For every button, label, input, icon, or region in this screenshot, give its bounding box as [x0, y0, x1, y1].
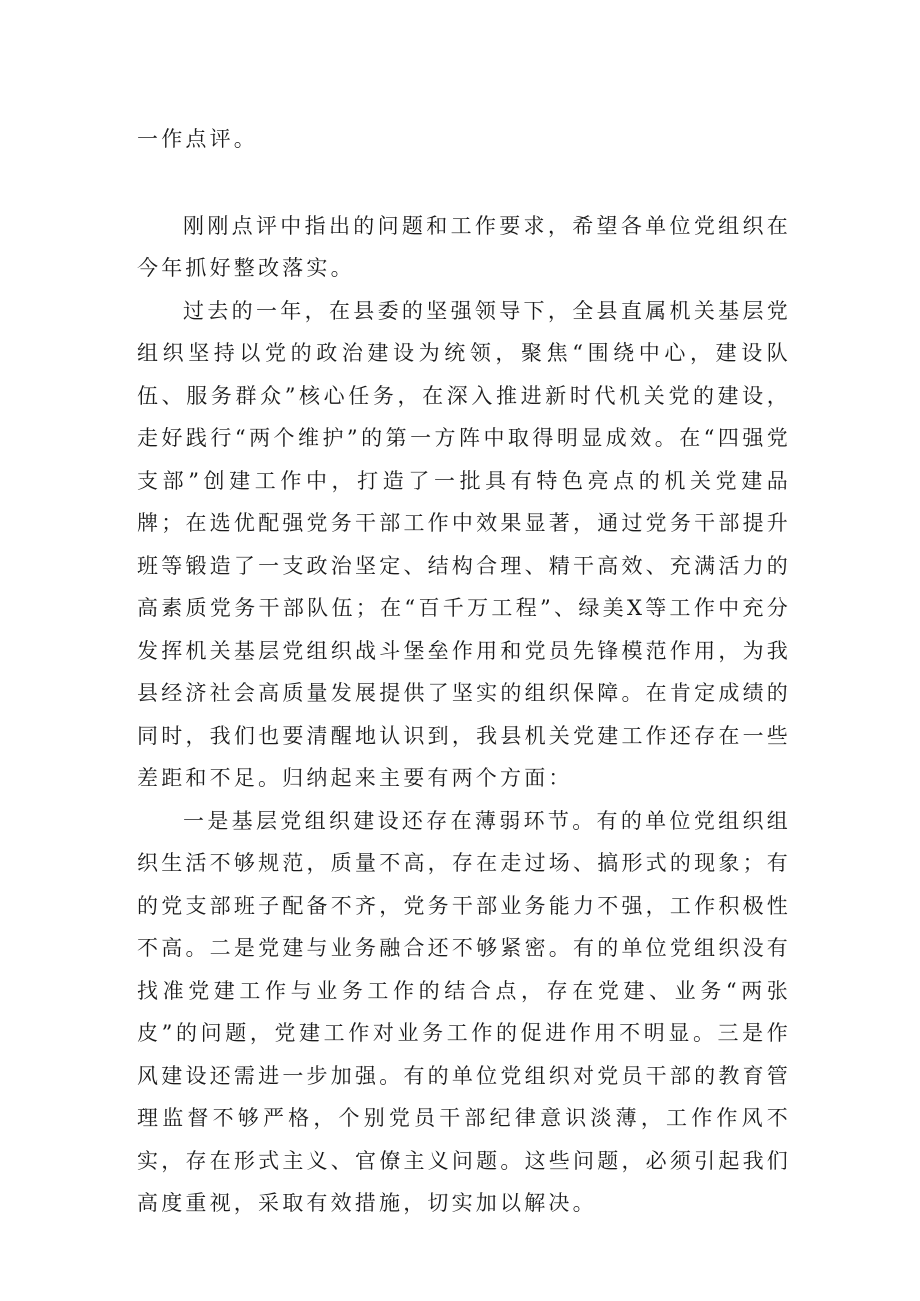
paragraph-closing-remark: 一作点评。 — [137, 127, 258, 151]
paragraph-rectification-request: 刚刚点评中指出的问题和工作要求，希望各单位党组织在今年抓好整改落实。 — [137, 213, 791, 280]
paragraph-problems: 一是基层党组织建设还存在薄弱环节。有的单位党组织组织生活不够规范，质量不高，存在走过场、搞形式的现象；有的党支部班子配备不齐，党务干部业务能力不强，工作积极性不高。二是党建与业务融合还不够紧密。有的单位党组织没有找准党建工作与业务工作的结合点，存在党建、业务“两张皮”的问题，党建工作对业务工作的促进作用不明显。三是作风建设还需进一步加强。有的单位党组织对党员干部的教育管理监督不够严格，个别党员干部纪律意识淡薄，工作作风不实，存在形式主义、官僚主义问题。这些问题，必须引起我们高度重视，采取有效措施，切实加以解决。 — [137, 808, 791, 1215]
paragraph-gap — [137, 161, 791, 205]
paragraph-past-year-review: 过去的一年，在县委的坚强领导下，全县直属机关基层党组织坚持以党的政治建设为统领，聚焦“围绕中心，建设队伍、服务群众”核心任务，在深入推进新时代机关党的建设，走好践行“两个维护”的第一方阵中取得明显成效。在“四强党支部”创建工作中，打造了一批具有特色亮点的机关党建品牌；在选优配强党务干部工作中效果显著，通过党务干部提升班等锻造了一支政治坚定、结构合理、精干高效、充满活力的高素质党务干部队伍；在“百千万工程”、绿美X等工作中充分发挥机关基层党组织战斗堡垒作用和党员先锋模范作用，为我县经济社会高质量发展提供了坚实的组织保障。在肯定成绩的同时，我们也要清醒地认识到，我县机关党建工作还存在一些差距和不足。归纳起来主要有两个方面： — [137, 298, 791, 790]
document-page — [137, 118, 791, 1225]
